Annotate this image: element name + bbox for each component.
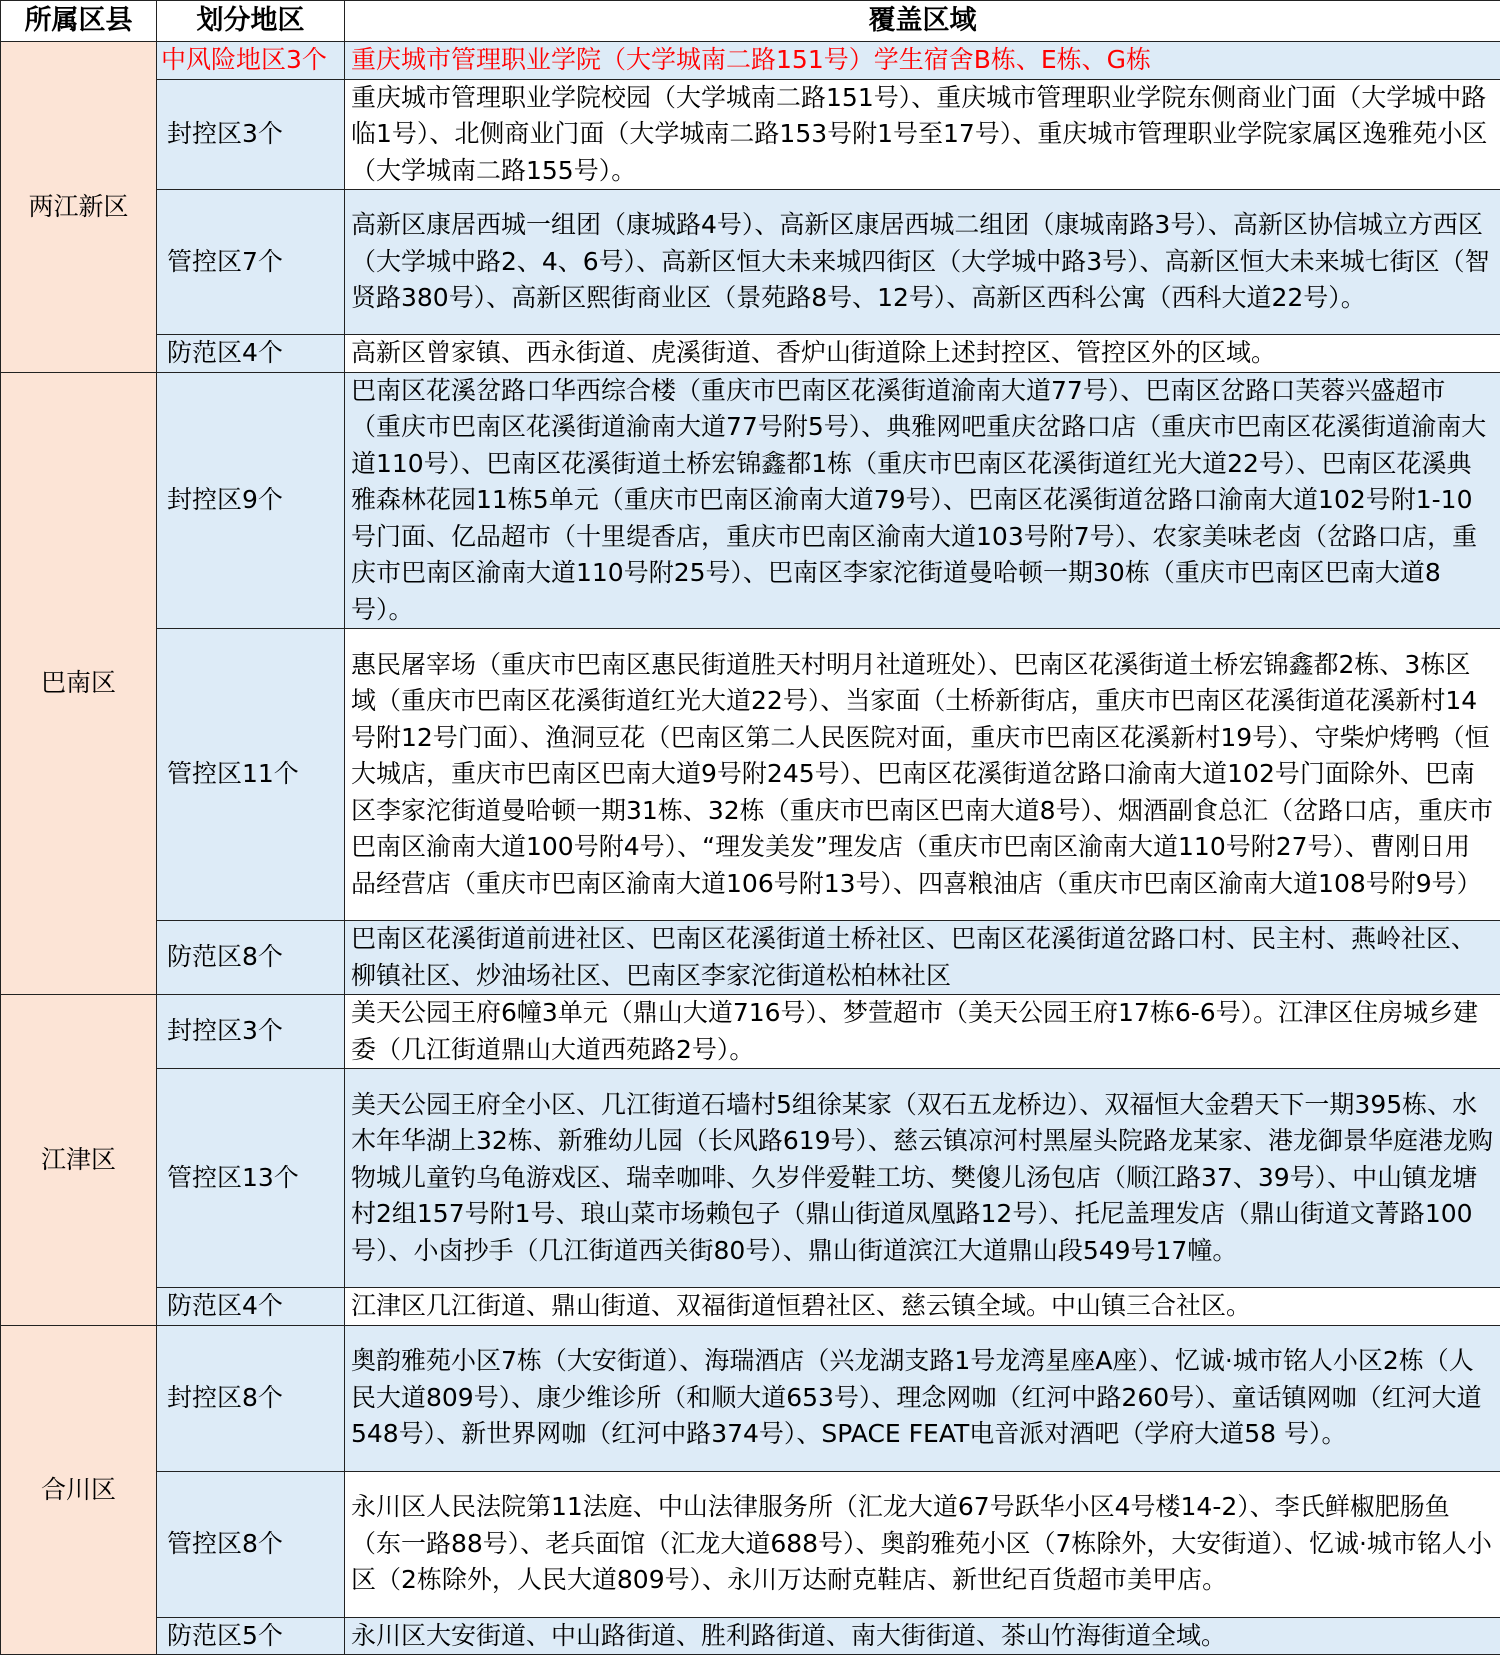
coverage-cell: 高新区康居西城一组团（康城路4号）、高新区康居西城二组团（康城南路3号）、高新区协信城立方西区（大学城中路2、4、6号）、高新区恒大未来城四街区（大学城中路3号）、高新区恒大未来城七街区（智贤路380号）、高新区熙街商业区（景苑路8号、12号）、高新区西科公寓（西科大道22号）。: [345, 190, 1500, 335]
division-cell: 封控区3个: [157, 79, 345, 190]
county-cell: 巴南区: [1, 372, 157, 995]
coverage-cell: 美天公园王府全小区、几江街道石墙村5组徐某家（双石五龙桥边）、双福恒大金碧天下一期395栋、水木年华湖上32栋、新雅幼儿园（长风路619号）、慈云镇凉河村黑屋头院路龙某家、港龙御景华庭港龙购物城儿童钓乌龟游戏区、瑞幸咖啡、久岁伴爱鞋工坊、樊傻儿汤包店（顺江路37、39号）、中山镇龙塘村2组157号附1号、琅山菜市场赖包子（鼎山街道凤凰路12号）、托尼盖理发店（鼎山街道文菁路100号）、小卤抄手（几江街道西关街80号）、鼎山街道滨江大道鼎山段549号17幢。: [345, 1069, 1500, 1288]
header-county: 所属区县: [1, 1, 157, 42]
table-row: [1, 1471, 1500, 1617]
county-cell: 两江新区: [1, 42, 157, 373]
division-cell: 防范区8个: [157, 921, 345, 995]
division-cell: 防范区5个: [157, 1617, 345, 1655]
division-cell: 管控区7个: [157, 190, 345, 335]
table-row: [1, 372, 1500, 629]
division-cell: 封控区9个: [157, 372, 345, 629]
coverage-cell: 巴南区花溪街道前进社区、巴南区花溪街道土桥社区、巴南区花溪街道岔路口村、民主村、燕岭社区、柳镇社区、炒油场社区、巴南区李家沱街道松柏林社区: [345, 921, 1500, 995]
county-cell: 合川区: [1, 1325, 157, 1655]
table-row: [1, 629, 1500, 921]
division-cell: 封控区3个: [157, 995, 345, 1069]
table-row: [1, 42, 1500, 80]
table-row: [1, 1617, 1500, 1655]
header-row: [1, 1, 1500, 42]
coverage-cell: 巴南区花溪岔路口华西综合楼（重庆市巴南区花溪街道渝南大道77号）、巴南区岔路口芙蓉兴盛超市（重庆市巴南区花溪街道渝南大道77号附5号）、典雅网吧重庆岔路口店（重庆市巴南区花溪街道渝南大道110号）、巴南区花溪街道土桥宏锦鑫都1栋（重庆市巴南区花溪街道红光大道22号）、巴南区花溪典雅森林花园11栋5单元（重庆市巴南区渝南大道79号）、巴南区花溪街道岔路口渝南大道102号附1-10号门面、亿品超市（十里缇香店，重庆市巴南区渝南大道103号附7号）、农家美味老卤（岔路口店，重庆市巴南区渝南大道110号附25号）、巴南区李家沱街道曼哈顿一期30栋（重庆市巴南区巴南大道8号）。: [345, 372, 1500, 629]
coverage-cell: 江津区几江街道、鼎山街道、双福街道恒碧社区、慈云镇全域。中山镇三合社区。: [345, 1288, 1500, 1326]
division-cell: 管控区13个: [157, 1069, 345, 1288]
division-cell: 管控区8个: [157, 1471, 345, 1617]
county-cell: 江津区: [1, 995, 157, 1326]
table-row: [1, 1325, 1500, 1471]
table-row: [1, 335, 1500, 373]
coverage-cell: 高新区曾家镇、西永街道、虎溪街道、香炉山街道除上述封控区、管控区外的区域。: [345, 335, 1500, 373]
header-coverage: 覆盖区域: [345, 1, 1500, 42]
table-row: [1, 995, 1500, 1069]
table-row: [1, 921, 1500, 995]
coverage-cell: 惠民屠宰场（重庆市巴南区惠民街道胜天村明月社道班处）、巴南区花溪街道土桥宏锦鑫都2栋、3栋区域（重庆市巴南区花溪街道红光大道22号）、当家面（土桥新街店，重庆市巴南区花溪街道花溪新村14号附12号门面）、渔洞豆花（巴南区第二人民医院对面，重庆市巴南区花溪新村19号）、守柴炉烤鸭（恒大城店，重庆市巴南区巴南大道9号附245号）、巴南区花溪街道岔路口渝南大道102号门面除外、巴南区李家沱街道曼哈顿一期31栋、32栋（重庆市巴南区巴南大道8号）、烟酒副食总汇（岔路口店，重庆市巴南区渝南大道100号附4号）、“理发美发”理发店（重庆市巴南区渝南大道110号附27号）、曹刚日用品经营店（重庆市巴南区渝南大道106号附13号）、四喜粮油店（重庆市巴南区渝南大道108号附9号）: [345, 629, 1500, 921]
coverage-cell: 重庆城市管理职业学院校园（大学城南二路151号）、重庆城市管理职业学院东侧商业门面（大学城中路临1号）、北侧商业门面（大学城南二路153号附1号至17号）、重庆城市管理职业学院家属区逸雅苑小区（大学城南二路155号）。: [345, 79, 1500, 190]
division-cell: 防范区4个: [157, 335, 345, 373]
coverage-cell: 奥韵雅苑小区7栋（大安街道）、海瑞酒店（兴龙湖支路1号龙湾星座A座）、忆诚·城市铭人小区2栋（人民大道809号）、康少维诊所（和顺大道653号）、理念网咖（红河中路260号）、童话镇网咖（红河大道548号）、新世界网咖（红河中路374号）、SPACE FEAT电音派对酒吧（学府大道58 号）。: [345, 1325, 1500, 1471]
table-row: [1, 1288, 1500, 1326]
coverage-cell: 美天公园王府6幢3单元（鼎山大道716号）、梦萱超市（美天公园王府17栋6-6号）。江津区住房城乡建委（几江街道鼎山大道西苑路2号）。: [345, 995, 1500, 1069]
coverage-cell: 永川区人民法院第11法庭、中山法律服务所（汇龙大道67号跃华小区4号楼14-2）、李氏鲜椒肥肠鱼（东一路88号）、老兵面馆（汇龙大道688号）、奥韵雅苑小区（7栋除外，大安街道）、忆诚·城市铭人小区（2栋除外，人民大道809号）、永川万达耐克鞋店、新世纪百货超市美甲店。: [345, 1471, 1500, 1617]
table-row: [1, 190, 1500, 335]
header-division: 划分地区: [157, 1, 345, 42]
division-cell: 中风险地区3个: [157, 42, 345, 80]
coverage-cell: 重庆城市管理职业学院（大学城南二路151号）学生宿舍B栋、E栋、G栋: [345, 42, 1500, 80]
division-cell: 管控区11个: [157, 629, 345, 921]
table-row: [1, 1069, 1500, 1288]
table-row: [1, 79, 1500, 190]
division-cell: 封控区8个: [157, 1325, 345, 1471]
coverage-cell: 永川区大安街道、中山路街道、胜利路街道、南大街街道、茶山竹海街道全域。: [345, 1617, 1500, 1655]
division-cell: 防范区4个: [157, 1288, 345, 1326]
